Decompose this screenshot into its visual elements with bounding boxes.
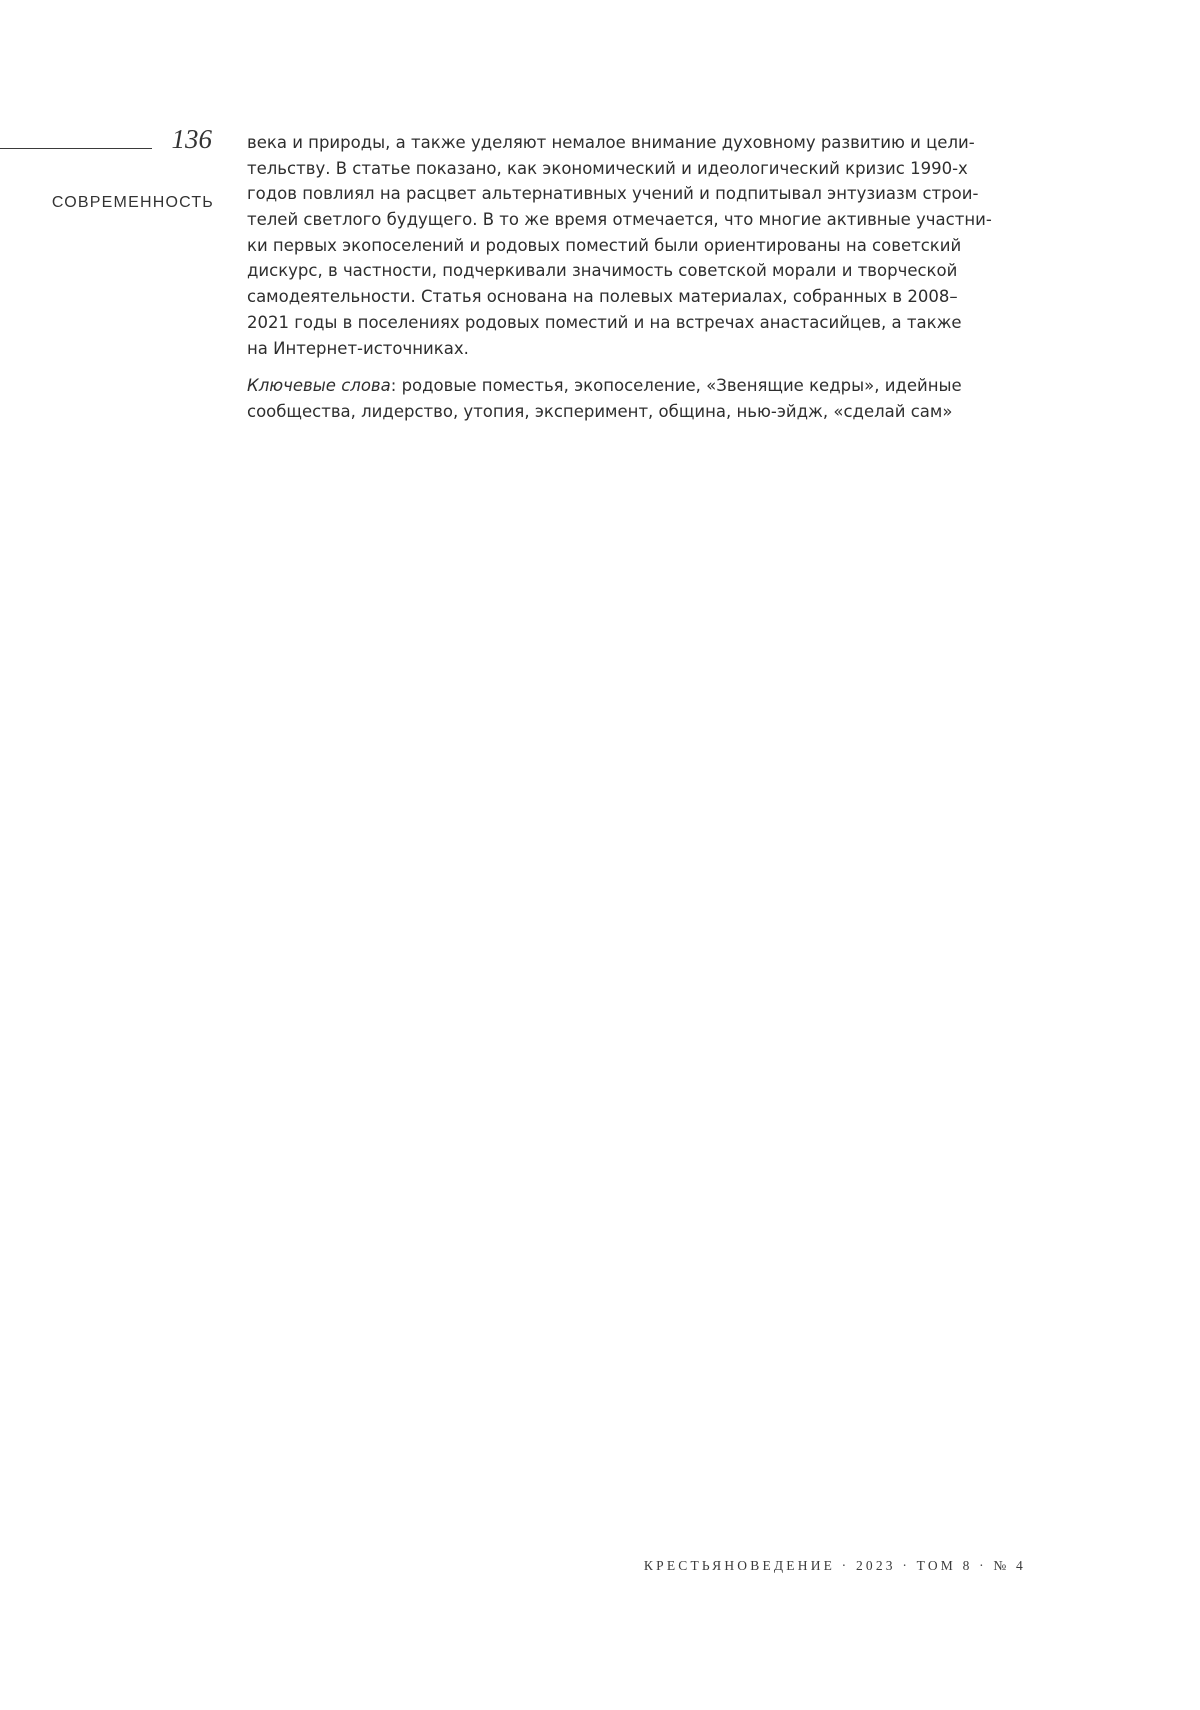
keywords-line-1 <box>247 373 1027 399</box>
keywords-text-1: родовые поместья, экопоселение, «Звенящие кедры», идейные <box>401 376 962 396</box>
abstract-line: 2021 годы в поселениях родовых поместий и на встречах анастасийцев, а также <box>247 312 962 332</box>
page-number: 136 <box>171 124 212 154</box>
abstract-paragraph <box>247 130 1027 361</box>
keywords-paragraph <box>247 373 1027 424</box>
keywords-separator: : <box>390 376 402 396</box>
abstract-line: самодеятельности. Статья основана на полевых материалах, собранных в 2008– <box>247 287 958 307</box>
running-footer: КРЕСТЬЯНОВЕДЕНИЕ · 2023 · ТОМ 8 · № 4 <box>643 1558 1026 1573</box>
abstract-line: на Интернет-источниках. <box>247 338 469 358</box>
abstract-line: века и природы, а также уделяют немалое внимание духовному развитию и цели- <box>247 133 975 152</box>
keywords-label: Ключевые слова <box>247 376 391 396</box>
abstract-line: тельству. В статье показано, как экономический и идеологический кризис 1990-х <box>247 158 968 178</box>
text-column <box>247 130 1027 425</box>
abstract-line: годов повлиял на расцвет альтернативных учений и подпитывал энтузиазм строи- <box>247 184 979 204</box>
section-label: СОВРЕМЕННОСТЬ <box>51 194 214 211</box>
abstract-line: ки первых экопоселений и родовых поместий были ориентированы на советский <box>247 235 962 255</box>
abstract-line: дискурс, в частности, подчеркивали значимость советской морали и творческой <box>247 261 958 281</box>
keywords-line-2: сообщества, лидерство, утопия, эксперимент, община, нью-эйдж, «сделай сам» <box>247 401 953 421</box>
margin-rule <box>0 148 152 149</box>
abstract-line: телей светлого будущего. В то же время отмечается, что многие активные участни- <box>247 210 992 230</box>
